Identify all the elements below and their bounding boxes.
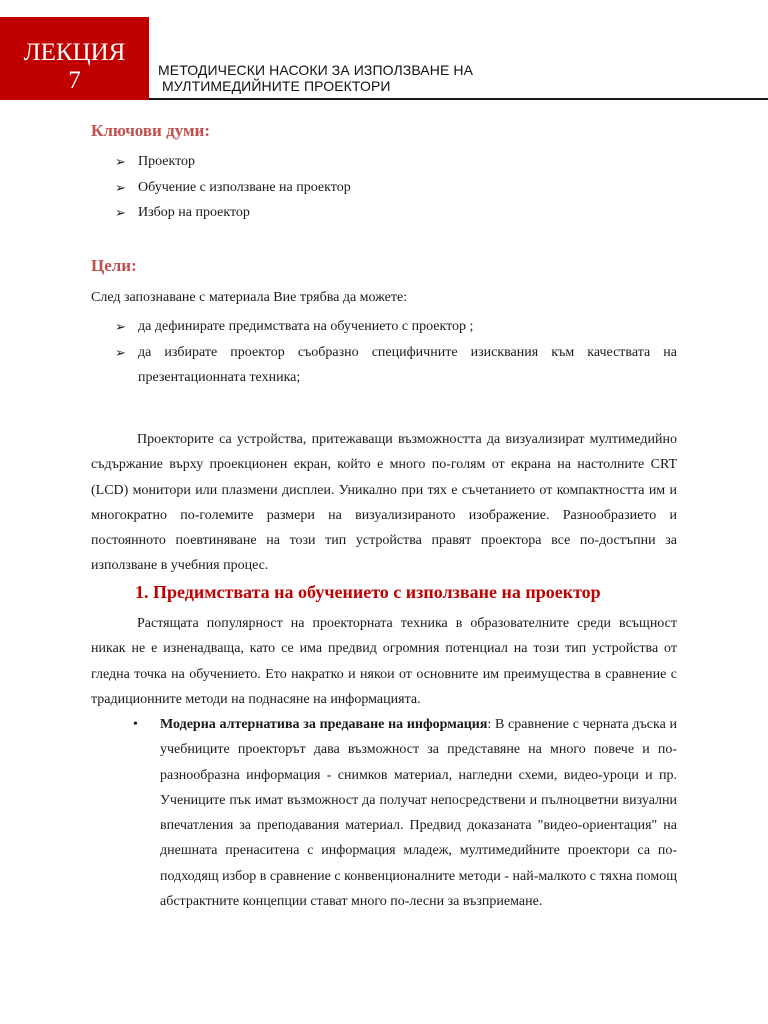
intro-paragraph: Проекторите са устройства, притежаващи възможността да визуализират мултимедийно съдържание върху проекционен екран, който е много по-голям от екрана на настолните CRT (LCD) монитори или плазмени дисплеи. Уникално при тях е съчетанието от компактността им и многократно по-големите размери на визуализираното изображение. Разнообразието и постоянното поевтиняване на този тип устройства правят проектора все по-достъпни за използване в учебния процес. <box>91 432 677 574</box>
arrow-bullet-icon: ➢ <box>115 154 126 169</box>
list-item <box>115 179 351 205</box>
bullet-dot-icon: • <box>133 717 138 732</box>
bullet-item <box>160 712 677 914</box>
arrow-bullet-icon: ➢ <box>115 319 126 334</box>
goal-text: да избирате проектор съобразно специфичните изисквания към качествата на презентационната техника; <box>138 344 677 385</box>
goals-list <box>115 314 677 391</box>
goals-heading: Цели: <box>91 256 137 275</box>
bullet-text: : В сравнение с черната дъска и учебниците проекторът дава възможност за представяне на много повече и по-разнообразна информация - снимков материал, нагледни схеми, видео-уроци и пр. Учениците пък имат възможност да получат непосредствени и пълноцветни визуални впечатления за преподавания материал. Предвид доказаната "видео-ориентация" на днешната пренаситена с информация младеж, мултимедийните проектори са по-подходящ избор в сравнение с конвенционалните методи - най-малкото с тяхна помощ абстрактните концепции стават много по-лесни за възприемане. <box>160 717 677 910</box>
bullet-title: Модерна алтернатива за предаване на информация <box>160 717 488 732</box>
keywords-list <box>115 153 351 230</box>
list-item <box>115 204 351 230</box>
goal-text: да дефинирате предимствата на обучението с проектор ; <box>138 319 474 334</box>
keyword-text: Обучение с използване на проектор <box>138 179 351 195</box>
keyword-text: Проектор <box>138 154 196 169</box>
header-divider <box>149 98 768 100</box>
lecture-badge <box>0 17 149 100</box>
lecture-number: 7 <box>68 67 81 94</box>
arrow-bullet-icon: ➢ <box>115 344 126 360</box>
document-title-line-2: МУЛТИМЕДИЙНИТЕ ПРОЕКТОРИ <box>162 78 391 94</box>
section-1-paragraph: Растящата популярност на проекторната техника в образователните среди всъщност никак не е изненадваща, като се има предвид огромния потенциал на този тип устройства от гледна точка на обучението. Ето накратко и някои от основните им преимущества в сравнение с традиционните методи на поднасяне на информацията. <box>91 616 677 707</box>
list-item <box>115 153 351 179</box>
document-title <box>158 62 473 94</box>
list-item <box>115 314 677 340</box>
goals-intro: След запознаване с материала Вие трябва да можете: <box>91 290 408 305</box>
keywords-heading: Ключови думи: <box>91 121 211 140</box>
section-1-heading: 1. Предимствата на обучението с използване на проектор <box>135 582 601 602</box>
arrow-bullet-icon: ➢ <box>115 205 126 220</box>
keyword-text: Избор на проектор <box>138 205 250 220</box>
arrow-bullet-icon: ➢ <box>115 179 126 195</box>
lecture-label: ЛЕКЦИЯ <box>23 39 126 66</box>
document-title-line-1: МЕТОДИЧЕСКИ НАСОКИ ЗА ИЗПОЛЗВАНЕ НА <box>158 62 474 78</box>
list-item <box>115 340 677 391</box>
